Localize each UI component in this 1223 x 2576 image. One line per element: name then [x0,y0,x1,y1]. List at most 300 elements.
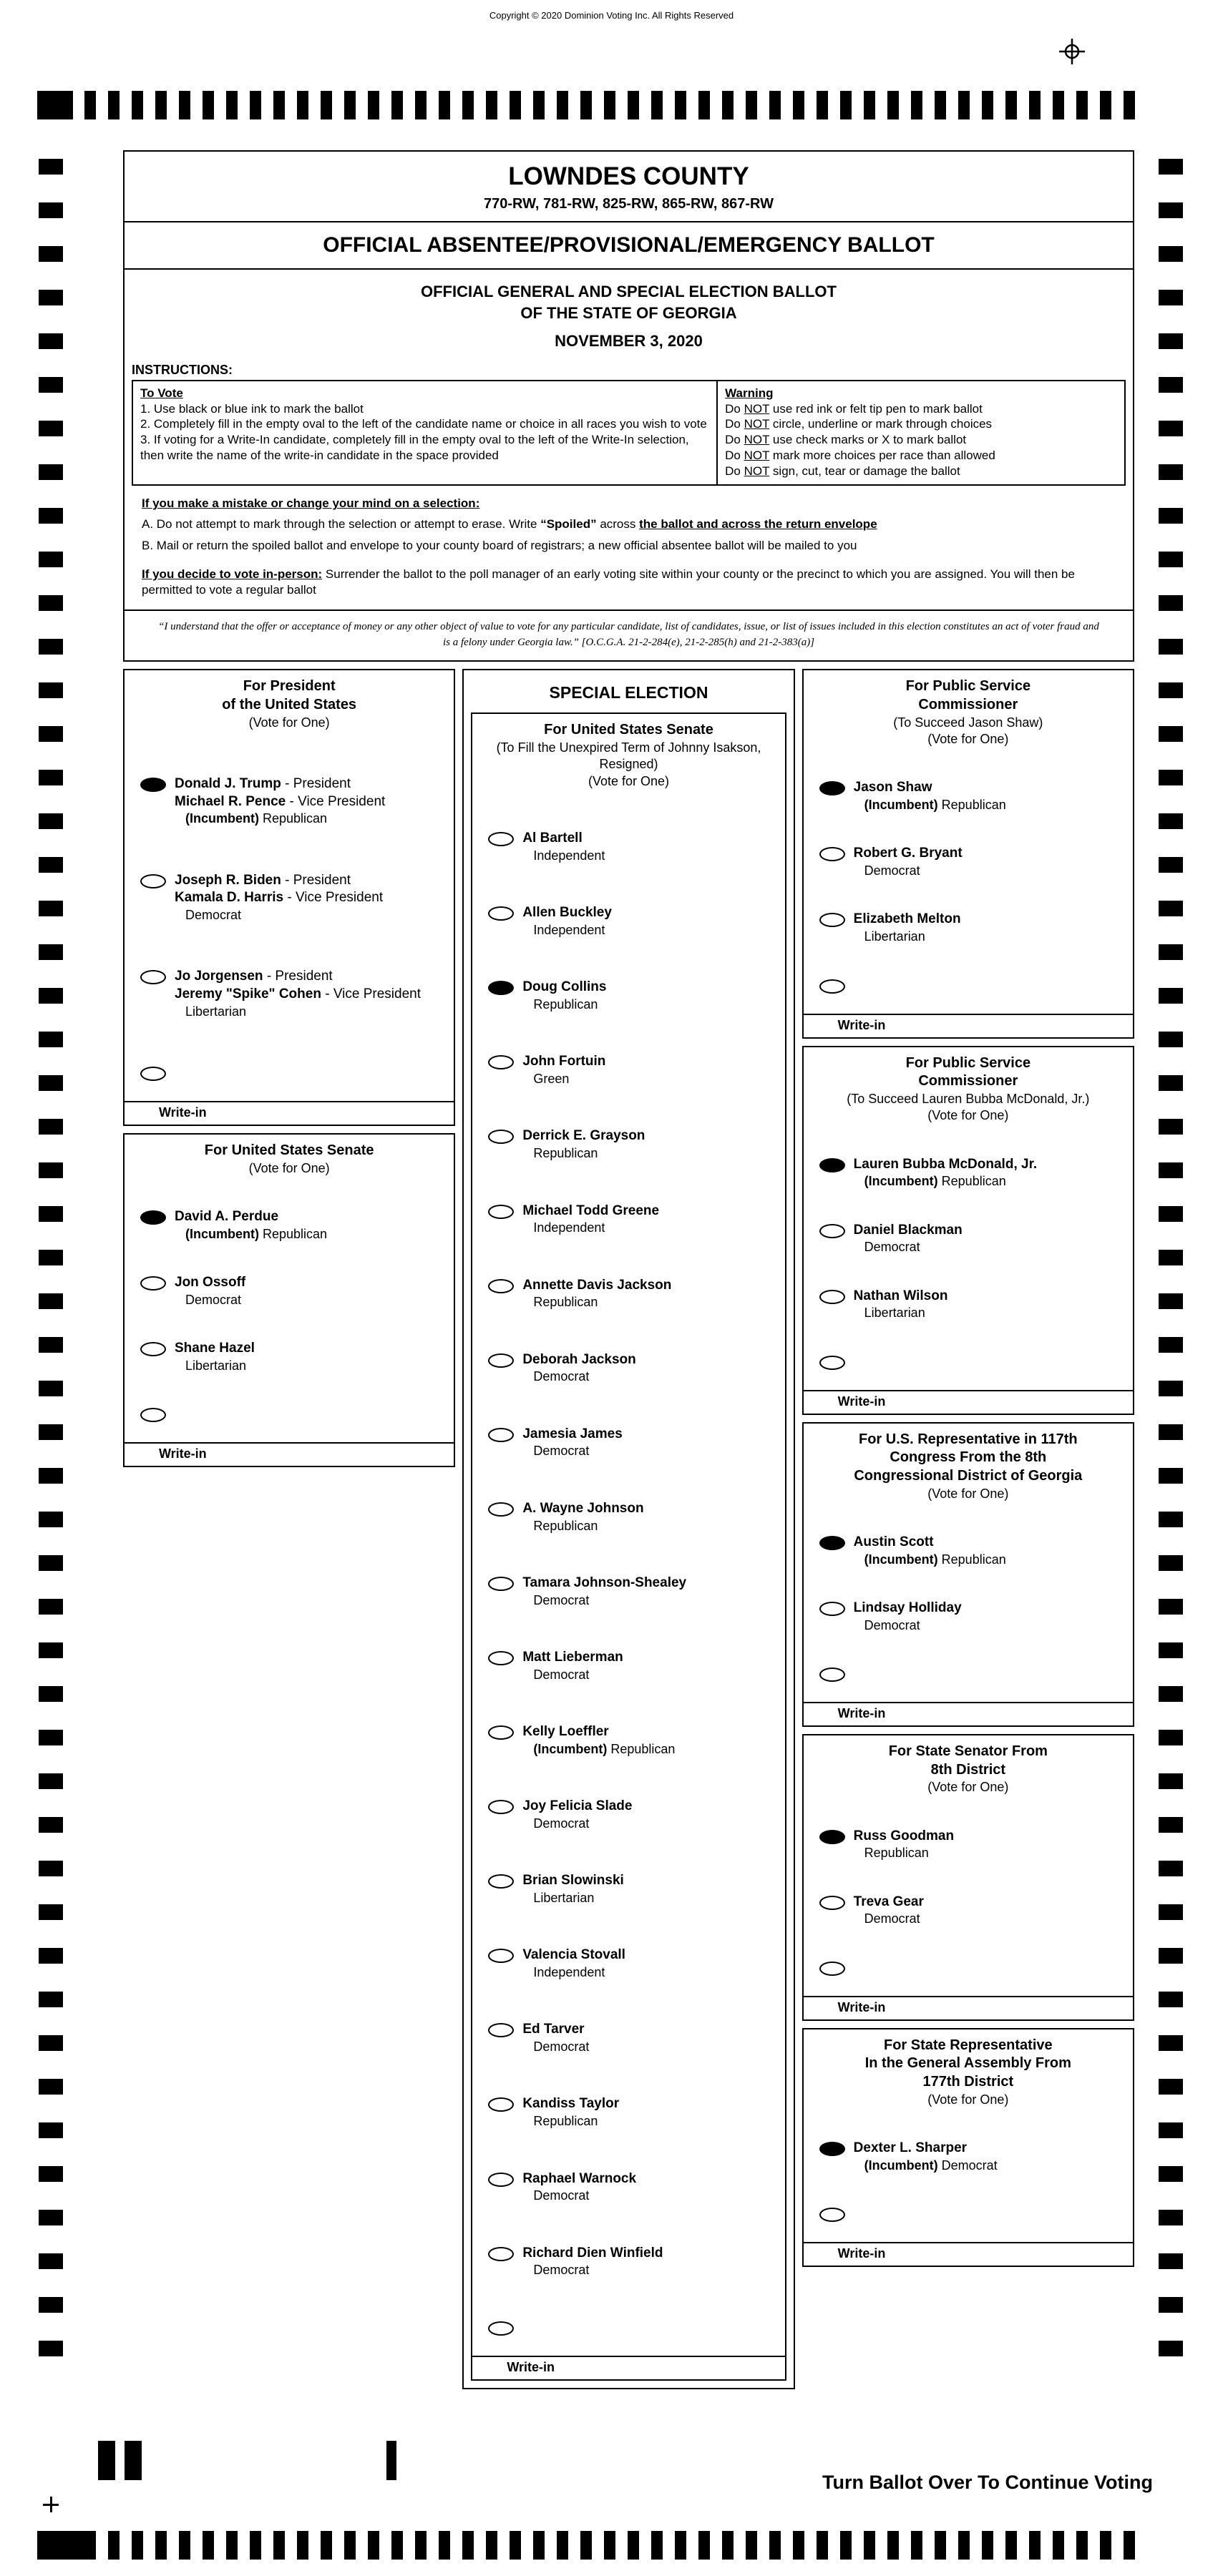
contest-title-line: For U.S. Representative in 117th [858,1431,1078,1447]
candidate-line: Democrat [533,1369,590,1384]
option-kandiss-taylor [472,2095,784,2130]
contest-subtitle-line: (Vote for One) [927,1780,1009,1795]
timing-mark-cap-bottom [37,2531,84,2560]
candidate-text [522,979,606,1013]
candidate-line: Democrat [533,1444,590,1459]
oval-empty[interactable] [819,2208,845,2222]
contest-subtitle-line: (To Fill the Unexpired Term of Johnny Isakson, Resigned) [496,740,761,772]
candidate-line: Dexter L. Sharper [853,2140,968,2155]
candidate-line: Jon Ossoff [175,1275,246,1291]
candidate-line: (Incumbent) Republican [185,811,328,826]
contest-for-u-s-representative-in-117th-congress-from-the-8th-congressional-district-of-georgia [802,1422,1134,1727]
text-segment: “Spoiled” [540,517,597,532]
write-in-label: Write-in [837,1394,886,1409]
option-treva-gear [804,1894,1133,1928]
contest-subtitle-line: (Vote for One) [927,1108,1009,1123]
candidate-line: Libertarian [533,1890,595,1905]
option-jason-shaw [804,779,1133,813]
candidate-line: Lauren Bubba McDonald, Jr. [853,1156,1038,1172]
candidate-line: Tamara Johnson-Shealey [522,1575,687,1590]
candidate-text [522,1053,605,1087]
option-brian-slowinski [472,1872,784,1906]
warning-item: Do NOT sign, cut, tear or damage the ballot [725,464,960,478]
copyright-line: Copyright © 2020 Dominion Voting Inc. All Rights Reserved [489,10,734,21]
warning-item: Do NOT use red ink or felt tip pen to mark ballot [725,401,983,416]
candidate-line: Joseph R. Biden - President [175,872,351,888]
option-elizabeth-melton [804,911,1133,945]
candidate-line: Kamala D. Harris - Vice President [175,890,384,906]
contest-area [123,669,1134,2389]
candidate-line: Valencia Stovall [522,1947,625,1963]
timing-marks-left [39,159,63,2384]
oval-empty[interactable] [140,1276,166,1291]
oval-empty[interactable] [488,1725,514,1740]
contest-header [804,1424,1133,1502]
oval-empty[interactable] [819,1356,845,1370]
contest-title-line: For State Representative [884,2037,1053,2053]
candidate-line: Allen Buckley [522,905,612,921]
option-shane-hazel [125,1340,454,1374]
candidate-line: Robert G. Bryant [853,846,963,861]
candidate-text [522,1723,675,1758]
candidate-text [522,1798,632,1832]
option-blank [125,1064,454,1081]
ballot-header [123,150,1134,662]
candidate-line: Libertarian [864,929,925,944]
oval-empty[interactable] [819,1602,845,1616]
contest-subtitle-line: (To Succeed Lauren Bubba McDonald, Jr.) [847,1091,1090,1106]
ballot-column-2 [462,669,794,2389]
contest-subtitle-line: (Vote for One) [927,2092,1009,2107]
ballot-column-3 [802,669,1134,2267]
oval-empty[interactable] [819,847,845,861]
candidate-line: Michael Todd Greene [522,1203,660,1218]
option-robert-g-bryant [804,845,1133,879]
write-in-area[interactable] [472,2356,784,2379]
oval-empty[interactable] [488,832,514,846]
oval-empty[interactable] [488,2097,514,2112]
contest-subtitle-line: (Vote for One) [248,715,330,730]
candidate-line: Michael R. Pence - Vice President [175,793,386,809]
voter-oath: “I understand that the offer or acceptance of money or any other object of value to vote for any particular candidate, list of candidates, issue, or list of issues included in this election constitutes an act of voter fraud and is a felony under Georgia law.” [O.C.G.A. 21-2-284(e), 21-2-285(h) and 21-2-383(a)] [125,609,1133,661]
option-blank [804,1353,1133,1370]
candidate-line: (Incumbent) Democrat [864,2158,998,2173]
contest-for-state-senator-from-8th-district [802,1734,1134,2021]
candidate-line: Republican [533,2114,598,2129]
index-mark [125,2441,142,2480]
candidate-line: Jamesia James [522,1426,623,1441]
candidate-line: (Incumbent) Republican [185,1226,328,1241]
candidate-text [522,1575,686,1609]
candidate-text [522,1649,623,1683]
to-vote-item: 2. Completely fill in the empty oval to the left of the candidate name or choice in all races you wish to vote [140,417,707,431]
candidate-line: Russ Goodman [853,1828,955,1843]
oval-empty[interactable] [140,970,166,984]
candidate-line: Democrat [533,2188,590,2203]
in-person-text: Surrender the ballot to the poll manager of an early voting site within your county or the precinct to which you are assigned. You will then be permitted to vote a regular ballot [142,567,1075,597]
oval-empty[interactable] [488,1279,514,1293]
candidate-line: Democrat [533,1816,590,1831]
option-austin-scott [804,1534,1133,1568]
contest-header [804,670,1133,748]
timing-marks-top [37,91,1144,119]
in-person-heading: If you decide to vote in-person: [142,567,323,581]
candidate-line: Joy Felicia Slade [522,1798,633,1814]
candidate-text [175,1274,245,1308]
candidate-line: Derrick E. Grayson [522,1128,645,1144]
option-al-bartell [472,830,784,864]
candidate-text [522,1277,671,1311]
oval-filled[interactable] [819,1830,845,1844]
candidate-line: (Incumbent) Republican [864,1174,1006,1189]
oval-empty[interactable] [488,1353,514,1368]
candidate-line: Treva Gear [853,1894,924,1909]
option-blank [804,977,1133,994]
contest-title-line: For Public Service [905,1054,1031,1071]
candidate-text [854,1534,1006,1568]
candidate-line: Democrat [533,1592,590,1607]
candidate-line: Deborah Jackson [522,1351,636,1367]
candidate-line: Al Bartell [522,831,583,846]
oval-filled[interactable] [140,778,166,792]
contest-for-president-of-the-united-states [123,669,455,1126]
write-in-label: Write-in [837,1999,886,2014]
oval-empty[interactable] [488,2247,514,2261]
contest-for-united-states-senate [471,712,786,2380]
candidate-text [522,2245,663,2279]
write-in-area[interactable] [804,1390,1133,1414]
option-doug-collins [472,979,784,1013]
oval-empty[interactable] [140,874,166,888]
oval-empty[interactable] [488,1428,514,1442]
oval-filled[interactable] [819,1158,845,1172]
write-in-label: Write-in [837,1706,886,1721]
oval-empty[interactable] [488,1055,514,1069]
oval-empty[interactable] [819,1962,845,1976]
oval-empty[interactable] [819,913,845,927]
contest-title-line: For United States Senate [544,722,713,738]
option-daniel-blackman [804,1222,1133,1256]
option-joy-felicia-slade [472,1798,784,1832]
candidate-text [854,1222,963,1256]
contest-title-line: Congressional District of Georgia [854,1467,1083,1484]
option-allen-buckley [472,904,784,939]
oval-empty[interactable] [819,1896,845,1910]
instructions-table [132,380,1126,486]
contest-subtitle-line: (Vote for One) [927,1486,1009,1501]
contest-for-united-states-senate [123,1133,455,1467]
candidate-line: (Incumbent) Republican [864,1552,1006,1567]
oval-empty[interactable] [488,1205,514,1219]
candidate-line: Independent [533,848,605,863]
write-in-label: Write-in [159,1446,207,1461]
text-segment: the ballot and across the return envelope [639,517,877,532]
oval-empty[interactable] [488,1949,514,1963]
contest-for-public-service-commissioner [802,669,1134,1038]
option-valencia-stovall [472,1946,784,1981]
option-ed-tarver [472,2021,784,2055]
oval-empty[interactable] [140,1067,166,1081]
write-in-area[interactable] [804,1014,1133,1037]
candidate-line: Democrat [864,1911,920,1926]
oval-empty[interactable] [140,1408,166,1422]
candidate-line: Republican [864,1846,929,1861]
candidate-line: Libertarian [185,1358,247,1373]
option-blank [125,1406,454,1422]
timing-marks-bottom [37,2531,1144,2560]
plus-registration-mark [43,2497,59,2512]
turn-ballot-over-text: Turn Ballot Over To Continue Voting [822,2472,1153,2493]
option-donald-j-trump [125,775,454,828]
oval-empty[interactable] [488,2173,514,2187]
index-mark [98,2441,115,2480]
candidate-line: (Incumbent) Republican [533,1741,676,1756]
candidate-text [175,775,385,828]
oval-filled[interactable] [488,981,514,995]
oval-empty[interactable] [819,1224,845,1238]
candidate-line: Nathan Wilson [853,1288,948,1303]
candidate-line: Kandiss Taylor [522,2096,620,2112]
option-blank [804,1665,1133,1682]
candidate-line: Austin Scott [853,1534,934,1549]
candidate-line: Jeremy "Spike" Cohen - Vice President [175,986,421,1002]
candidate-text [522,1426,622,1460]
candidate-text [854,1828,954,1862]
write-in-label: Write-in [837,1017,886,1032]
candidate-line: John Fortuin [522,1054,606,1069]
ballot-title: OFFICIAL ABSENTEE/PROVISIONAL/EMERGENCY BALLOT [125,222,1133,270]
oval-empty[interactable] [488,1651,514,1665]
warning-item: Do NOT circle, underline or mark through choices [725,417,993,431]
candidate-line: Democrat [533,2039,590,2055]
ballot-frame [123,150,1134,2389]
candidate-line: Libertarian [185,1004,247,1019]
candidate-text [522,2021,589,2055]
option-russ-goodman [804,1828,1133,1862]
candidate-text [522,1872,623,1906]
candidate-line: Kelly Loeffler [522,1724,609,1740]
special-election-box [462,669,794,2389]
write-in-area[interactable] [804,1702,1133,1725]
oval-empty[interactable] [488,906,514,921]
candidate-line: Independent [533,1964,605,1979]
mistake-item-a [142,516,1124,532]
registration-crosshair-icon [1058,37,1086,66]
option-nathan-wilson [804,1288,1133,1322]
to-vote-item: 1. Use black or blue ink to mark the ballot [140,401,364,416]
oval-empty[interactable] [819,979,845,994]
contest-title-line: For State Senator From [888,1743,1048,1760]
contest-title-line: Commissioner [918,1073,1018,1089]
candidate-text [522,830,605,864]
county-name: LOWNDES COUNTY [508,162,749,190]
write-in-label: Write-in [507,2359,555,2374]
oval-filled[interactable] [819,781,845,795]
contest-title-line: For President [243,678,336,695]
contest-title-line: 8th District [930,1761,1006,1778]
candidate-line: Donald J. Trump - President [175,775,351,791]
candidate-line: Independent [533,922,605,937]
option-richard-dien-winfield [472,2245,784,2279]
candidate-line: Democrat [864,1240,920,1255]
candidate-line: Republican [533,996,598,1012]
to-vote-title: To Vote [140,386,183,400]
option-matt-lieberman [472,1649,784,1683]
candidate-text [854,1894,924,1928]
contest-title-line: In the General Assembly From [864,2055,1071,2072]
candidate-text [175,1208,327,1243]
write-in-area[interactable] [125,1442,454,1466]
write-in-area[interactable] [804,1996,1133,2019]
oval-empty[interactable] [819,1667,845,1682]
contest-title-line: For United States Senate [204,1142,374,1159]
to-vote-item: 3. If voting for a Write-In candidate, completely fill in the empty oval to the left of the Write-In selection, then write the name of the write-in candidate in the space provided [140,433,689,462]
candidate-text [522,1946,625,1981]
oval-filled[interactable] [140,1210,166,1225]
option-michael-todd-greene [472,1203,784,1237]
candidate-text [854,845,963,879]
candidate-text [522,2095,619,2130]
contest-header [125,1135,454,1177]
option-kelly-loeffler [472,1723,784,1758]
text-segment: across [596,517,640,532]
contest-header [804,2029,1133,2108]
write-in-label: Write-in [159,1105,207,1120]
candidate-text [522,2170,636,2205]
contest-title-line: Commissioner [918,696,1018,712]
candidate-line: Raphael Warnock [522,2170,637,2186]
contest-header [804,1047,1133,1125]
candidate-line: Daniel Blackman [853,1222,963,1238]
candidate-line: Doug Collins [522,979,607,995]
candidate-line: Elizabeth Melton [853,911,961,927]
option-david-a-perdue [125,1208,454,1243]
oval-empty[interactable] [488,1577,514,1591]
election-title-block [125,270,1133,353]
contest-title-line: 177th District [922,2074,1014,2090]
candidate-line: Lindsay Holliday [853,1600,962,1616]
oval-empty[interactable] [488,2321,514,2336]
candidate-text [522,1203,659,1237]
candidate-text [854,1600,962,1634]
oval-empty[interactable] [819,1290,845,1304]
text-segment: A. Do not attempt to mark through the selection or attempt to erase. Write [142,517,541,532]
oval-filled[interactable] [819,1536,845,1550]
option-raphael-warnock [472,2170,784,2205]
candidate-text [522,1127,645,1162]
candidate-line: Shane Hazel [175,1341,255,1356]
warning-title: Warning [725,386,774,400]
candidate-text [854,779,1006,813]
oval-empty[interactable] [488,1502,514,1517]
candidate-line: Richard Dien Winfield [522,2245,663,2261]
candidate-line: Democrat [533,1667,590,1682]
option-derrick-e-grayson [472,1127,784,1162]
timing-marks-right [1159,159,1183,2384]
option-tamara-johnson-shealey [472,1575,784,1609]
instructions-label: INSTRUCTIONS: [132,362,233,377]
option-blank [804,2205,1133,2222]
option-blank [472,2319,784,2336]
contest-for-public-service-commissioner [802,1046,1134,1415]
candidate-text [854,1156,1038,1190]
timing-mark-cap-top [37,91,73,119]
contest-header [472,714,784,790]
option-jon-ossoff [125,1274,454,1308]
candidate-line: Jason Shaw [853,780,932,795]
oval-empty[interactable] [488,2023,514,2037]
candidate-line: Annette Davis Jackson [522,1277,672,1293]
precinct-codes: 770-RW, 781-RW, 825-RW, 865-RW, 867-RW [484,195,774,212]
candidate-line: Democrat [185,1292,242,1307]
candidate-line: Independent [533,1220,605,1235]
candidate-text [175,872,383,924]
election-title-line2: OF THE STATE OF GEORGIA [520,304,737,323]
candidate-text [854,2140,998,2174]
warning-cell [718,381,1124,485]
contest-title-line: For Public Service [905,678,1031,695]
contest-header [125,670,454,731]
contest-for-state-representative-in-the-general-assembly-from-177th-district [802,2028,1134,2267]
contest-subtitle-line: (Vote for One) [248,1160,330,1175]
warning-item: Do NOT use check marks or X to mark ballot [725,433,967,447]
oval-empty[interactable] [488,1874,514,1889]
candidate-text [522,1351,635,1386]
candidate-line: A. Wayne Johnson [522,1500,644,1516]
to-vote-cell [133,381,718,485]
contest-title-line: Congress From the 8th [890,1449,1047,1466]
candidate-text [522,1500,643,1534]
option-jo-jorgensen [125,968,454,1020]
oval-filled[interactable] [819,2142,845,2156]
oval-empty[interactable] [488,1130,514,1144]
candidate-line: Democrat [864,863,920,878]
oval-empty[interactable] [140,1342,166,1356]
option-a-wayne-johnson [472,1500,784,1534]
candidate-text [854,911,961,945]
mistake-item-b: B. Mail or return the spoiled ballot and envelope to your county board of registrars; a new official absentee ballot will be mailed to you [142,538,857,552]
option-annette-davis-jackson [472,1277,784,1311]
contest-subtitle-line: (Vote for One) [588,773,670,788]
write-in-area[interactable] [804,2242,1133,2266]
county-header [125,152,1133,222]
contest-subtitle-line: (Vote for One) [927,731,1009,746]
option-lindsay-holliday [804,1600,1133,1634]
option-lauren-bubba-mcdonald-jr [804,1156,1133,1190]
in-person-instructions [142,567,1124,598]
option-john-fortuin [472,1053,784,1087]
candidate-line: Democrat [864,1617,920,1632]
candidate-line: David A. Perdue [175,1209,279,1225]
write-in-label: Write-in [837,2246,886,2261]
candidate-line: Green [533,1072,570,1087]
candidate-line: Libertarian [864,1306,925,1321]
election-date: NOVEMBER 3, 2020 [555,332,703,351]
write-in-area[interactable] [125,1101,454,1125]
contest-subtitle-line: (To Succeed Jason Shaw) [893,715,1043,730]
candidate-line: Republican [533,1146,598,1161]
candidate-line: Jo Jorgensen - President [175,969,333,984]
candidate-line: Republican [533,1295,598,1310]
index-mark [386,2441,396,2480]
oval-empty[interactable] [488,1800,514,1814]
mistake-heading: If you make a mistake or change your mind on a selection: [142,496,480,511]
candidate-line: Democrat [533,2263,590,2278]
option-joseph-r-biden [125,872,454,924]
option-dexter-l-sharper [804,2140,1133,2174]
candidate-line: Matt Lieberman [522,1649,623,1665]
candidate-text [854,1288,948,1322]
